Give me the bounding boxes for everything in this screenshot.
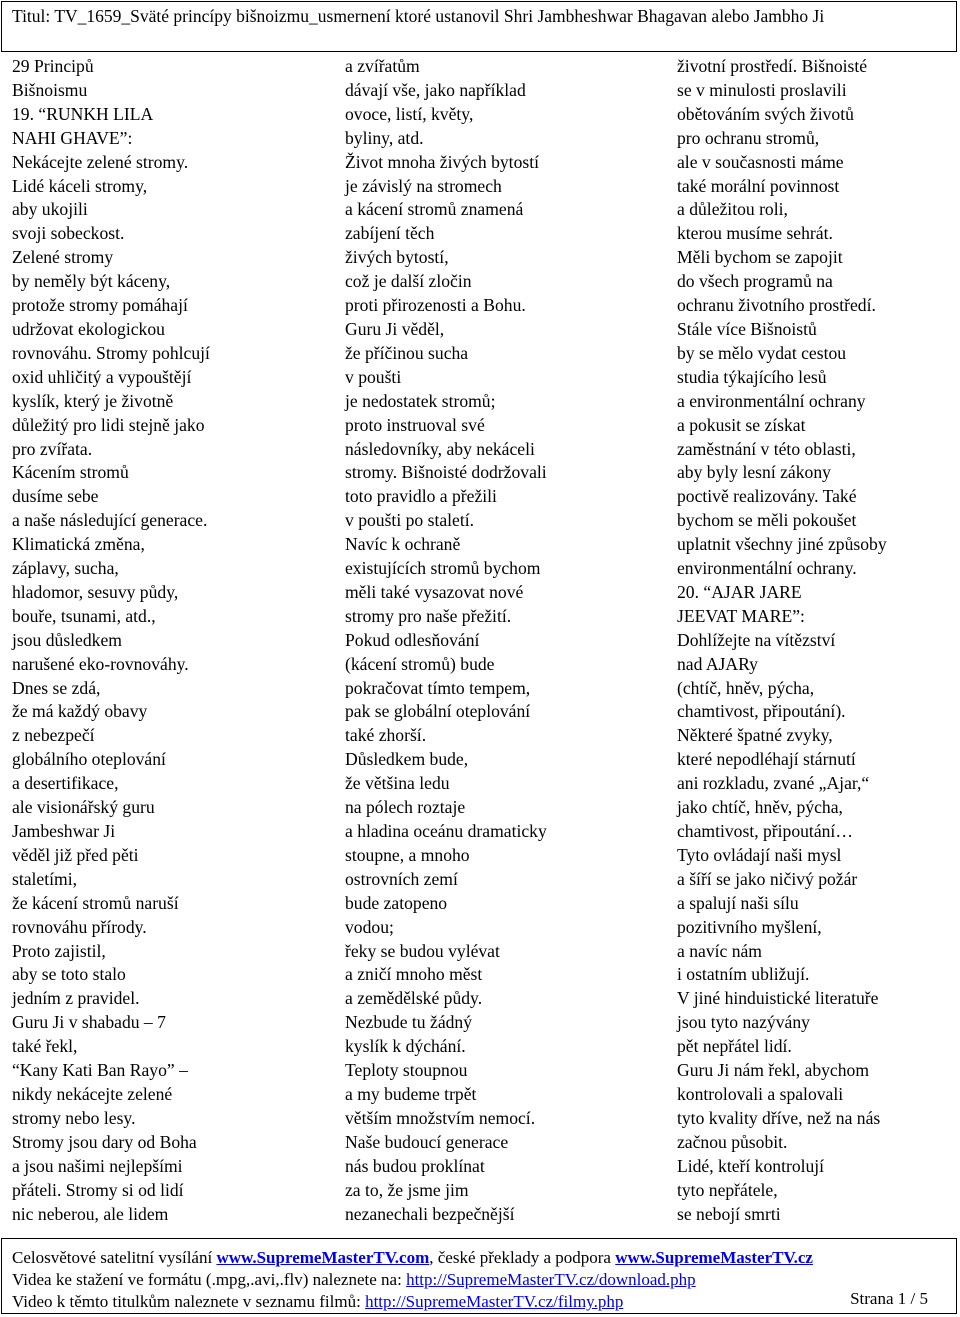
text-line: a navíc nám: [677, 940, 762, 961]
text-line: (kácení stromů) bude: [345, 653, 495, 674]
text-line: nikdy nekácejte zelené: [12, 1083, 173, 1104]
supremetv-cz-link[interactable]: www.SupremeMasterTV.cz: [615, 1248, 813, 1267]
text-line: Tyto ovládají naši mysl: [677, 844, 842, 865]
text-line: Zelené stromy: [12, 247, 114, 268]
text-line: jedním z pravidel.: [12, 988, 140, 1009]
footer-line-broadcast: [12, 1247, 946, 1269]
text-line: že má každý obavy: [12, 701, 148, 722]
text-line: aby se toto stalo: [12, 964, 126, 985]
text-line: v poušti: [345, 366, 402, 387]
text-line: také morální povinnost: [677, 175, 840, 196]
text-line: by se mělo vydat cestou: [677, 342, 847, 363]
text-line: a environmentální ochrany: [677, 390, 866, 411]
footer: [1, 1238, 957, 1314]
page-number: Strana 1 / 5: [850, 1289, 928, 1308]
text-line: také zhorší.: [345, 725, 427, 746]
text-line: rovnováhu. Stromy pohlcují: [12, 342, 210, 363]
text-line: životní prostředí. Bišnoisté: [677, 56, 868, 76]
text-line: rovnováhu přírody.: [12, 916, 147, 937]
footer-line-download: [12, 1269, 946, 1291]
supremetv-com-link[interactable]: www.SupremeMasterTV.com: [216, 1248, 430, 1267]
text-line: Kácením stromů: [12, 462, 129, 483]
text-line: Navíc k ochraně: [345, 534, 461, 555]
text-column-1: [12, 55, 210, 1226]
text-line: V jiné hinduistické literatuře: [677, 988, 879, 1009]
text-line: je nedostatek stromů;: [345, 390, 496, 411]
text-line: na pólech roztaje: [345, 797, 466, 818]
text-line: ale visionářský guru: [12, 797, 155, 818]
text-line: obětováním svých životů: [677, 103, 854, 124]
text-line: bouře, tsunami, atd.,: [12, 605, 156, 626]
text-line: do všech programů na: [677, 271, 833, 292]
text-line: nás budou proklínat: [345, 1155, 485, 1176]
text-line: pak se globální oteplování: [345, 701, 531, 722]
text-line: a zničí mnoho měst: [345, 964, 483, 985]
text-line: začnou působit.: [677, 1131, 788, 1152]
text-line: Stále více Bišnoistů: [677, 318, 817, 339]
text-line: aby byly lesní zákony: [677, 462, 831, 483]
text-line: Naše budoucí generace: [345, 1131, 509, 1152]
text-line: jako chtíč, hněv, pýcha,: [677, 797, 843, 818]
text-line: Lidé káceli stromy,: [12, 175, 148, 196]
text-line: Některé špatné zvyky,: [677, 725, 833, 746]
text-line: Dnes se zdá,: [12, 677, 101, 698]
text-line: stromy nebo lesy.: [12, 1107, 136, 1128]
text-column-3: [677, 55, 887, 1226]
text-line: JEEVAT MARE”:: [677, 605, 805, 626]
text-line: zabíjení těch: [345, 223, 435, 244]
text-line: chamtivost, připoutání…: [677, 821, 853, 841]
text-line: 20. “AJAR JARE: [677, 581, 802, 602]
text-line: věděl již před pěti: [12, 844, 139, 865]
text-line: pro zvířata.: [12, 438, 93, 459]
text-line: Lidé, kteří kontrolují: [677, 1155, 825, 1176]
footer-text: Video k těmto titulkům naleznete v seznamu filmů:: [12, 1292, 366, 1311]
text-line: globálního oteplování: [12, 749, 166, 770]
text-line: proti přirozenosti a Bohu.: [345, 295, 526, 316]
text-line: by neměly být káceny,: [12, 271, 171, 292]
text-line: oxid uhličitý a vypouštějí: [12, 366, 192, 387]
text-line: Dohlížejte na vítězství: [677, 629, 836, 650]
text-line: kyslík k dýchání.: [345, 1036, 466, 1057]
text-line: Jambeshwar Ji: [12, 821, 116, 841]
text-line: nic neberou, ale lidem: [12, 1203, 169, 1224]
text-line: tyto nepřátele,: [677, 1179, 778, 1200]
text-line: Nekácejte zelené stromy.: [12, 151, 189, 172]
text-line: a pokusit se získat: [677, 414, 806, 435]
text-line: hladomor, sesuvy půdy,: [12, 581, 179, 602]
text-line: uplatnit všechny jiné způsoby: [677, 534, 887, 555]
text-line: narušené eko-rovnováhy.: [12, 653, 189, 674]
text-line: Pokud odlesňování: [345, 629, 480, 650]
text-line: kyslík, který je životně: [12, 390, 174, 411]
text-line: že příčinou sucha: [345, 342, 469, 363]
text-line: ochranu životního prostředí.: [677, 295, 876, 316]
footer-text: Celosvětové satelitní vysílání: [12, 1248, 217, 1267]
text-line: jsou tyto nazývány: [677, 1012, 810, 1033]
text-line: pět nepřátel lidí.: [677, 1036, 792, 1057]
text-line: ale v současnosti máme: [677, 151, 844, 172]
text-line: poctivě realizovány. Také: [677, 486, 857, 507]
text-line: následovníky, aby nekáceli: [345, 438, 535, 459]
text-line: důležitý pro lidi stejně jako: [12, 414, 205, 435]
text-line: stromy pro naše přežití.: [345, 605, 512, 626]
text-line: Život mnoha živých bytostí: [345, 151, 539, 172]
text-line: a důležitou roli,: [677, 199, 788, 220]
text-line: že většina ledu: [345, 773, 450, 794]
text-line: tyto kvality dříve, než na nás: [677, 1107, 881, 1128]
text-line: za to, že jsme jim: [345, 1179, 469, 1200]
text-line: Stromy jsou dary od Boha: [12, 1131, 197, 1152]
text-line: Nezbude tu žádný: [345, 1012, 473, 1033]
footer-text: Videa ke stažení ve formátu (.mpg,.avi,.flv) naleznete na:: [12, 1270, 407, 1289]
text-line: Guru Ji nám řekl, abychom: [677, 1060, 870, 1081]
text-line: stromy. Bišnoisté dodržovali: [345, 462, 547, 483]
text-line: i ostatním ubližují.: [677, 964, 810, 985]
footer-line-films: [12, 1291, 946, 1313]
text-line: také řekl,: [12, 1036, 78, 1057]
text-line: Proto zajistil,: [12, 940, 106, 961]
text-line: chamtivost, připoutání).: [677, 701, 846, 722]
text-line: existujících stromů bychom: [345, 558, 541, 579]
text-line: v poušti po staletí.: [345, 510, 475, 531]
text-line: kontrolovali a spalovali: [677, 1083, 844, 1104]
text-line: environmentální ochrany.: [677, 558, 857, 579]
text-line: a jsou našimi nejlepšími: [12, 1155, 183, 1176]
text-line: Guru Ji v shabadu – 7: [12, 1012, 166, 1033]
text-line: studia týkajícího lesů: [677, 366, 827, 387]
text-line: NAHI GHAVE”:: [12, 127, 133, 148]
text-line: Měli bychom se zapojit: [677, 247, 843, 268]
text-line: zaměstnání v této oblasti,: [677, 438, 856, 459]
text-line: pozitivního myšlení,: [677, 916, 822, 937]
text-line: kterou musíme sehrát.: [677, 223, 833, 244]
text-line: a my budeme trpět: [345, 1083, 477, 1104]
text-line: a zemědělské půdy.: [345, 988, 483, 1009]
text-line: a šíří se jako ničivý požár: [677, 868, 858, 889]
text-line: přáteli. Stromy si od lidí: [12, 1179, 184, 1200]
text-line: toto pravidlo a přežili: [345, 486, 497, 507]
text-line: 19. “RUNKH LILA: [12, 103, 154, 124]
text-line: z nebezpečí: [12, 725, 95, 746]
films-link[interactable]: http://SupremeMasterTV.cz/filmy.php: [365, 1292, 624, 1311]
text-line: ovoce, listí, květy,: [345, 103, 474, 124]
text-column-2: [345, 55, 547, 1226]
footer-text: , české překlady a podpora: [429, 1248, 616, 1267]
text-line: a zvířatům: [345, 56, 420, 76]
text-line: nad AJARy: [677, 653, 758, 674]
text-line: pro ochranu stromů,: [677, 127, 820, 148]
text-line: že kácení stromů naruší: [12, 892, 179, 913]
text-line: 29 Principů: [12, 56, 94, 76]
text-line: je závislý na stromech: [345, 175, 502, 196]
text-line: Bišnoismu: [12, 79, 88, 100]
text-line: Klimatická změna,: [12, 534, 145, 555]
text-line: a spalují naši sílu: [677, 892, 799, 913]
download-link[interactable]: http://SupremeMasterTV.cz/download.php: [406, 1270, 696, 1289]
text-line: měli také vysazovat nové: [345, 581, 524, 602]
text-line: ostrovních zemí: [345, 868, 458, 889]
text-line: které nepodléhají stárnutí: [677, 749, 856, 770]
text-line: dávají vše, jako například: [345, 79, 526, 100]
document-title: Titul: TV_1659_Sväté princípy bišnoizmu_usmernení ktoré ustanovil Shri Jambheshwar Bhagavan alebo Jambho Ji: [12, 6, 825, 26]
text-line: svoji sobeckost.: [12, 223, 125, 244]
text-line: Guru Ji věděl,: [345, 318, 445, 339]
text-line: řeky se budou vylévat: [345, 940, 500, 961]
text-line: záplavy, sucha,: [12, 558, 119, 579]
text-line: a naše následující generace.: [12, 510, 208, 531]
text-line: proto instruoval své: [345, 414, 485, 435]
text-line: aby ukojili: [12, 199, 88, 220]
text-line: Teploty stoupnou: [345, 1060, 468, 1081]
text-line: větším množstvím nemocí.: [345, 1107, 536, 1128]
title-box: [1, 1, 957, 52]
text-line: jsou důsledkem: [12, 629, 122, 650]
text-line: pokračovat tímto tempem,: [345, 677, 531, 698]
text-line: dusíme sebe: [12, 486, 99, 507]
text-line: bychom se měli pokoušet: [677, 510, 857, 531]
text-line: udržovat ekologickou: [12, 318, 165, 339]
text-line: se nebojí smrti: [677, 1203, 781, 1224]
text-line: se v minulosti proslavili: [677, 79, 847, 100]
text-line: staletími,: [12, 868, 77, 889]
text-line: což je další zločin: [345, 271, 472, 292]
text-line: bude zatopeno: [345, 892, 448, 913]
text-line: (chtíč, hněv, pýcha,: [677, 677, 815, 698]
text-line: “Kany Kati Ban Rayo” –: [12, 1060, 188, 1081]
text-line: stoupne, a mnoho: [345, 844, 470, 865]
text-line: protože stromy pomáhají: [12, 295, 188, 316]
text-line: nezanechali bezpečnější: [345, 1203, 515, 1224]
text-line: a desertifikace,: [12, 773, 119, 794]
text-line: byliny, atd.: [345, 127, 424, 148]
text-line: a hladina oceánu dramaticky: [345, 821, 547, 841]
text-line: Důsledkem bude,: [345, 749, 469, 770]
text-line: ani rozkladu, zvané „Ajar,“: [677, 773, 870, 794]
text-line: živých bytostí,: [345, 247, 449, 268]
text-line: a kácení stromů znamená: [345, 199, 524, 220]
text-line: vodou;: [345, 916, 394, 937]
